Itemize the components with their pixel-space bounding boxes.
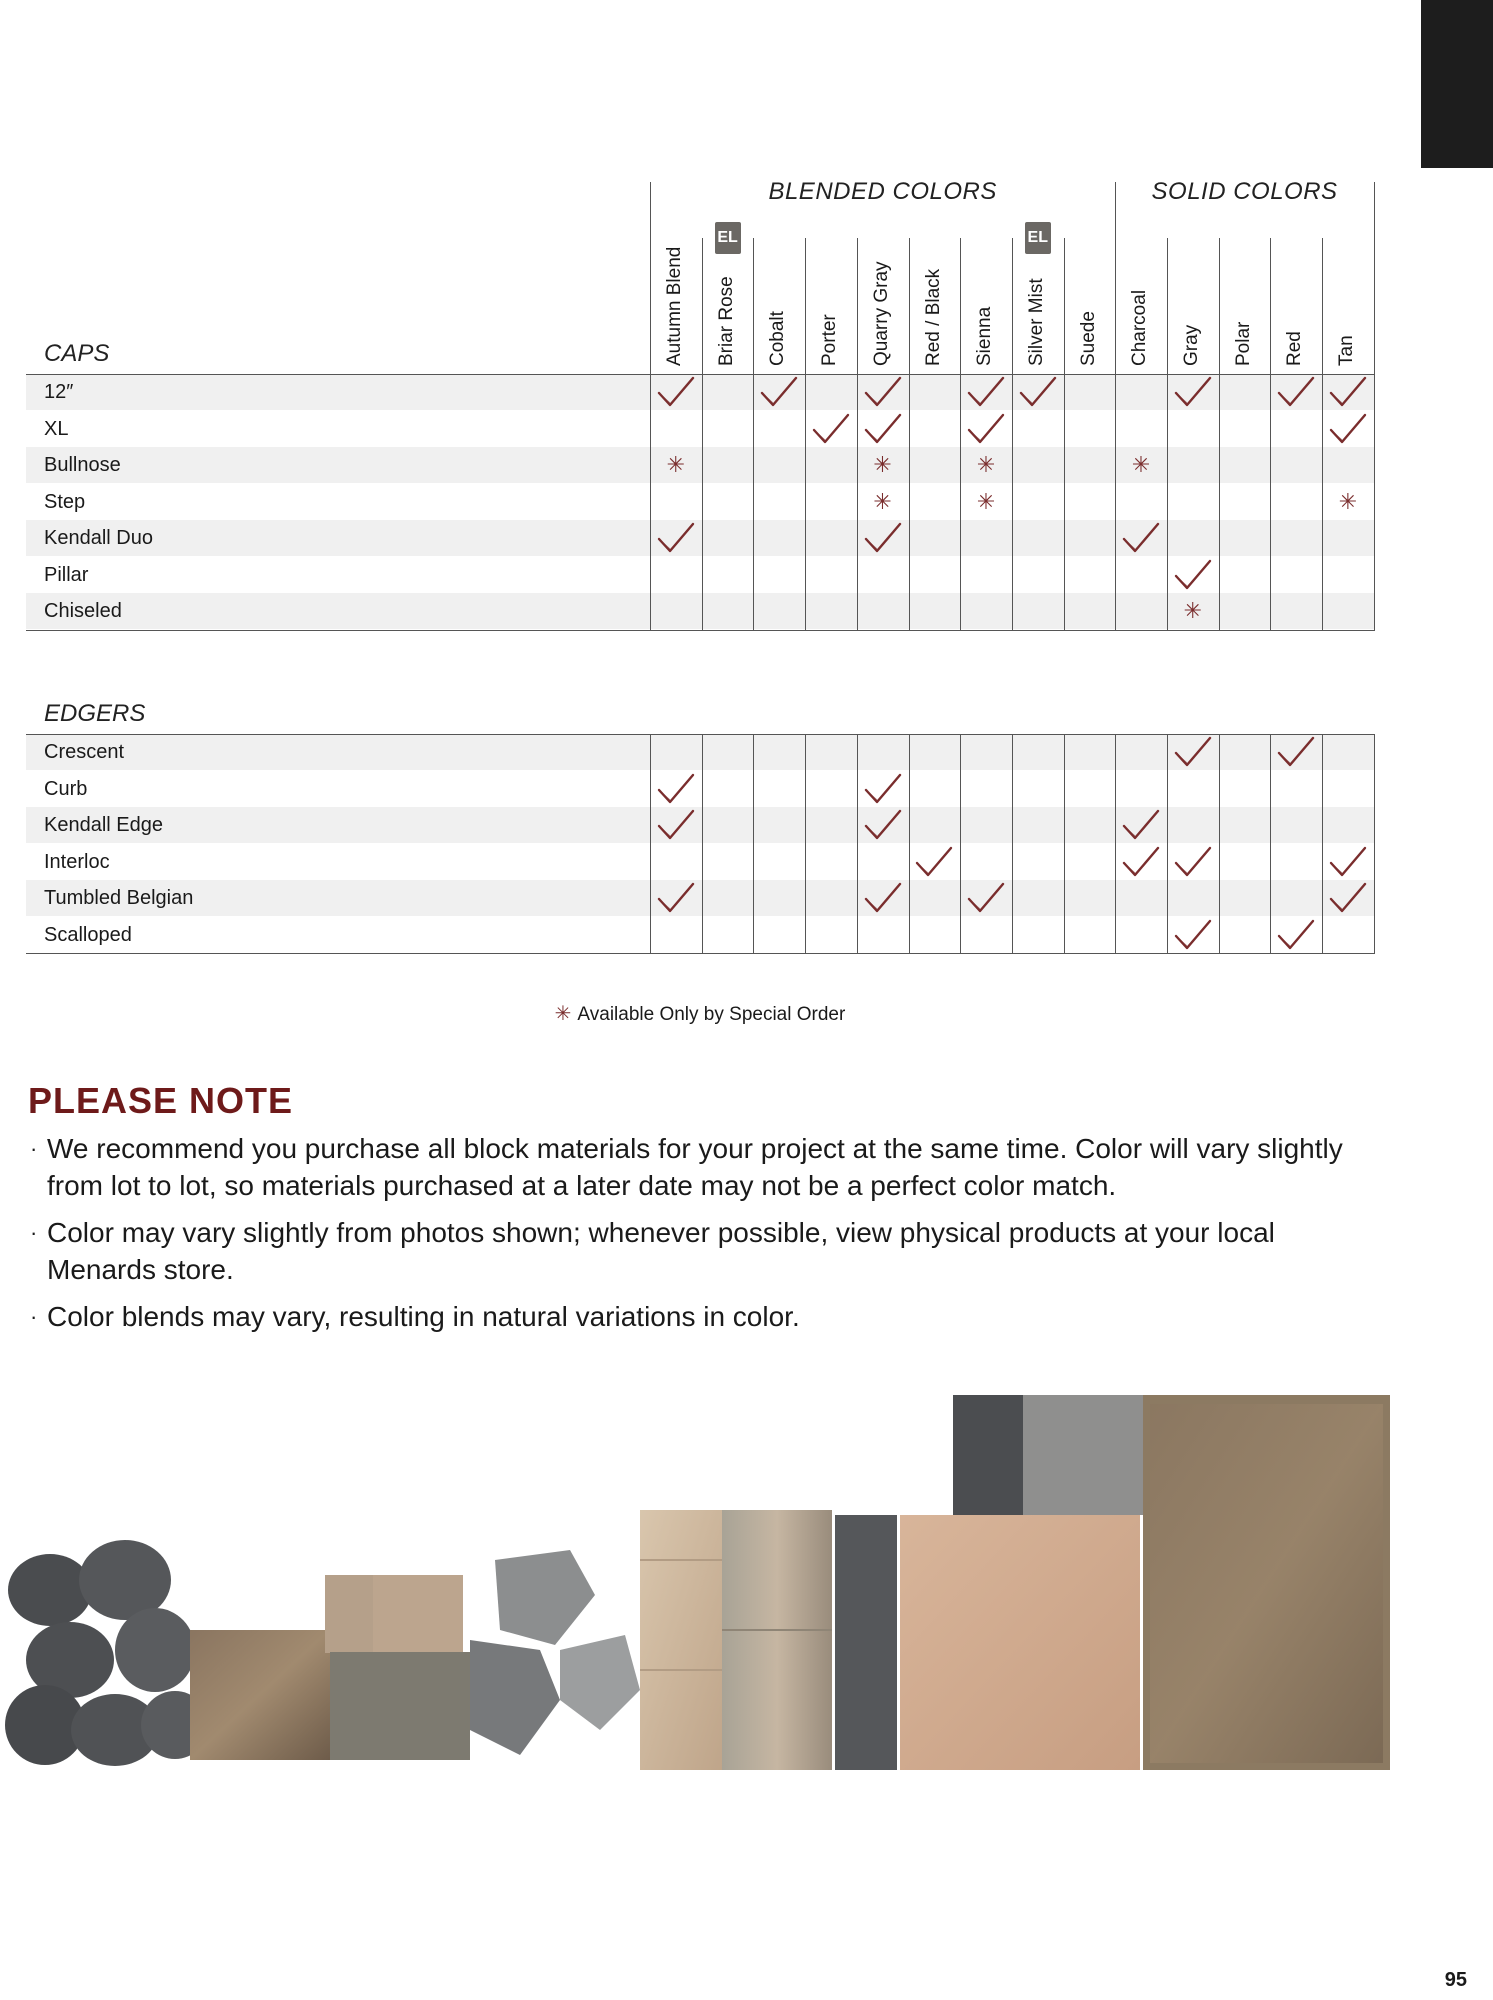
check-icon (1119, 844, 1163, 880)
check-icon (809, 411, 853, 447)
column-rule (650, 734, 651, 953)
check-icon (861, 520, 905, 556)
column-rule (1322, 238, 1323, 630)
check-icon (654, 374, 698, 410)
check-icon (1326, 880, 1370, 916)
column-rule (650, 182, 651, 630)
check-icon (861, 411, 905, 447)
column-rule (753, 238, 754, 630)
column-rule (1374, 182, 1375, 630)
column-rule (1115, 734, 1116, 953)
caps-row-label: 12″ (44, 381, 74, 403)
caps-row-label: XL (44, 417, 69, 440)
color-column-label: Briar Rose (715, 276, 737, 366)
column-rule (1064, 734, 1065, 953)
special-order-icon: ✳ (666, 452, 686, 477)
column-rule (960, 238, 961, 630)
color-column-label: Sienna (974, 306, 996, 366)
check-icon (1274, 917, 1318, 953)
bullet-icon: · (30, 1136, 38, 1161)
note-item (28, 1214, 1388, 1288)
column-rule (1115, 182, 1116, 630)
column-rule (1270, 238, 1271, 630)
special-order-icon: ✳ (976, 488, 996, 514)
special-order-legend (0, 1004, 1400, 1026)
column-rule (1167, 734, 1168, 953)
check-icon (1171, 374, 1215, 410)
check-icon (1171, 917, 1215, 953)
check-icon (654, 807, 698, 843)
color-column-label: Red / Black (922, 268, 944, 366)
color-column-label: Suede (1077, 311, 1099, 366)
check-icon (1274, 734, 1318, 770)
column-rule (960, 734, 961, 953)
edgers-row-label: Tumbled Belgian (44, 887, 194, 909)
note-item-text: We recommend you purchase all block materials for your project at the same time. Color will vary slightly from lot to lot, so materials purchased at a later date may not be a perfect color match. (47, 1133, 1343, 1201)
please-note-title: PLEASE NOTE (28, 1080, 294, 1121)
color-column-label: Autumn Blend (664, 246, 685, 366)
page-number: 95 (1444, 1969, 1467, 1991)
pavers (640, 1395, 1390, 1770)
edgers-row-label: Interloc (44, 850, 110, 873)
edgers-row (26, 771, 1375, 807)
column-rule (857, 734, 858, 953)
tumbled-cobbles (5, 1540, 209, 1766)
check-icon (1171, 557, 1215, 593)
table-rule (26, 953, 1375, 954)
caps-row (26, 447, 1375, 483)
color-column-label: Tan (1336, 335, 1358, 366)
caps-row-label: Pillar (44, 563, 89, 586)
check-icon (1016, 374, 1060, 410)
column-rule (1219, 238, 1220, 630)
check-icon (654, 771, 698, 807)
caps-row (26, 520, 1375, 556)
column-rule (1374, 734, 1375, 953)
check-icon (1119, 520, 1163, 556)
check-icon (964, 411, 1008, 447)
caps-row (26, 411, 1375, 447)
edgers-row-label: Kendall Edge (44, 814, 163, 836)
column-rule (1219, 734, 1220, 953)
column-rule (805, 238, 806, 630)
note-item (28, 1130, 1388, 1204)
edgers-row-label: Crescent (44, 741, 125, 763)
check-icon (861, 771, 905, 807)
caps-row-label: Kendall Duo (44, 527, 153, 549)
column-rule (1012, 238, 1013, 630)
color-column-label: Red (1284, 331, 1306, 366)
caps-section-title: CAPS (44, 340, 110, 367)
caps-row-label: Chiseled (44, 600, 122, 622)
special-order-icon: ✳ (976, 452, 996, 477)
color-column-label: Charcoal (1129, 289, 1151, 366)
check-icon (861, 807, 905, 843)
column-rule (702, 238, 703, 630)
blended-colors-header: BLENDED COLORS (768, 178, 997, 205)
check-icon (654, 880, 698, 916)
legend-text: Available Only by Special Order (577, 1004, 846, 1025)
color-column-label: Silver Mist (1025, 278, 1047, 366)
column-rule (753, 734, 754, 953)
special-order-icon: ✳ (1338, 488, 1358, 514)
caps-row (26, 484, 1375, 520)
product-stones-illustration (0, 1380, 1420, 1810)
column-rule (805, 734, 806, 953)
check-icon (1171, 734, 1215, 770)
column-rule (1167, 238, 1168, 630)
color-column-label: Polar (1232, 321, 1254, 366)
check-icon (1326, 374, 1370, 410)
check-icon (1274, 374, 1318, 410)
edgers-section-title: EDGERS (44, 700, 146, 727)
special-order-icon: ✳ (873, 488, 892, 514)
color-column-label: Cobalt (767, 311, 789, 366)
note-item (28, 1298, 1388, 1335)
check-icon (654, 520, 698, 556)
check-icon (1171, 844, 1215, 880)
check-icon (964, 880, 1008, 916)
column-rule (702, 734, 703, 953)
column-rule (1322, 734, 1323, 953)
edgers-row-label: Scalloped (44, 923, 132, 946)
table-rule (26, 630, 1375, 631)
special-order-icon: ✳ (1183, 598, 1203, 623)
column-rule (909, 734, 910, 953)
column-rule (1012, 734, 1013, 953)
edgers-row (26, 880, 1375, 916)
special-order-icon: ✳ (1131, 452, 1151, 477)
note-item-text: Color may vary slightly from photos shown; whenever possible, view physical products at your local Menards store. (47, 1217, 1275, 1285)
check-icon (912, 844, 956, 880)
column-rule (857, 238, 858, 630)
exclusive-badge-icon: EL (715, 222, 741, 254)
check-icon (861, 880, 905, 916)
check-icon (861, 374, 905, 410)
caps-row-label: Bullnose (44, 454, 121, 476)
caps-row-label: Step (44, 490, 86, 513)
edgers-row-label: Curb (44, 777, 88, 800)
check-icon (1326, 411, 1370, 447)
column-rule (1064, 238, 1065, 630)
check-icon (757, 374, 801, 410)
note-item-text: Color blends may vary, resulting in natural variations in color. (47, 1301, 800, 1332)
color-column-label: Quarry Gray (870, 261, 892, 366)
exclusive-badge-icon: EL (1025, 222, 1051, 254)
special-order-icon: ✳ (554, 1003, 572, 1025)
table-rule (26, 374, 1375, 375)
check-icon (964, 374, 1008, 410)
edgers-row (26, 807, 1375, 843)
check-icon (1119, 807, 1163, 843)
tumbled-blocks (190, 1575, 470, 1760)
column-rule (1270, 734, 1271, 953)
irregular-stones (470, 1550, 640, 1755)
column-rule (909, 238, 910, 630)
color-column-label: Gray (1181, 324, 1202, 366)
note-list (28, 1130, 1388, 1345)
special-order-icon: ✳ (873, 452, 892, 477)
bullet-icon: · (30, 1304, 38, 1329)
table-rule (26, 734, 1375, 735)
bullet-icon: · (30, 1220, 38, 1245)
solid-colors-header: SOLID COLORS (1151, 178, 1338, 205)
check-icon (1326, 844, 1370, 880)
color-column-label: Porter (819, 314, 841, 366)
